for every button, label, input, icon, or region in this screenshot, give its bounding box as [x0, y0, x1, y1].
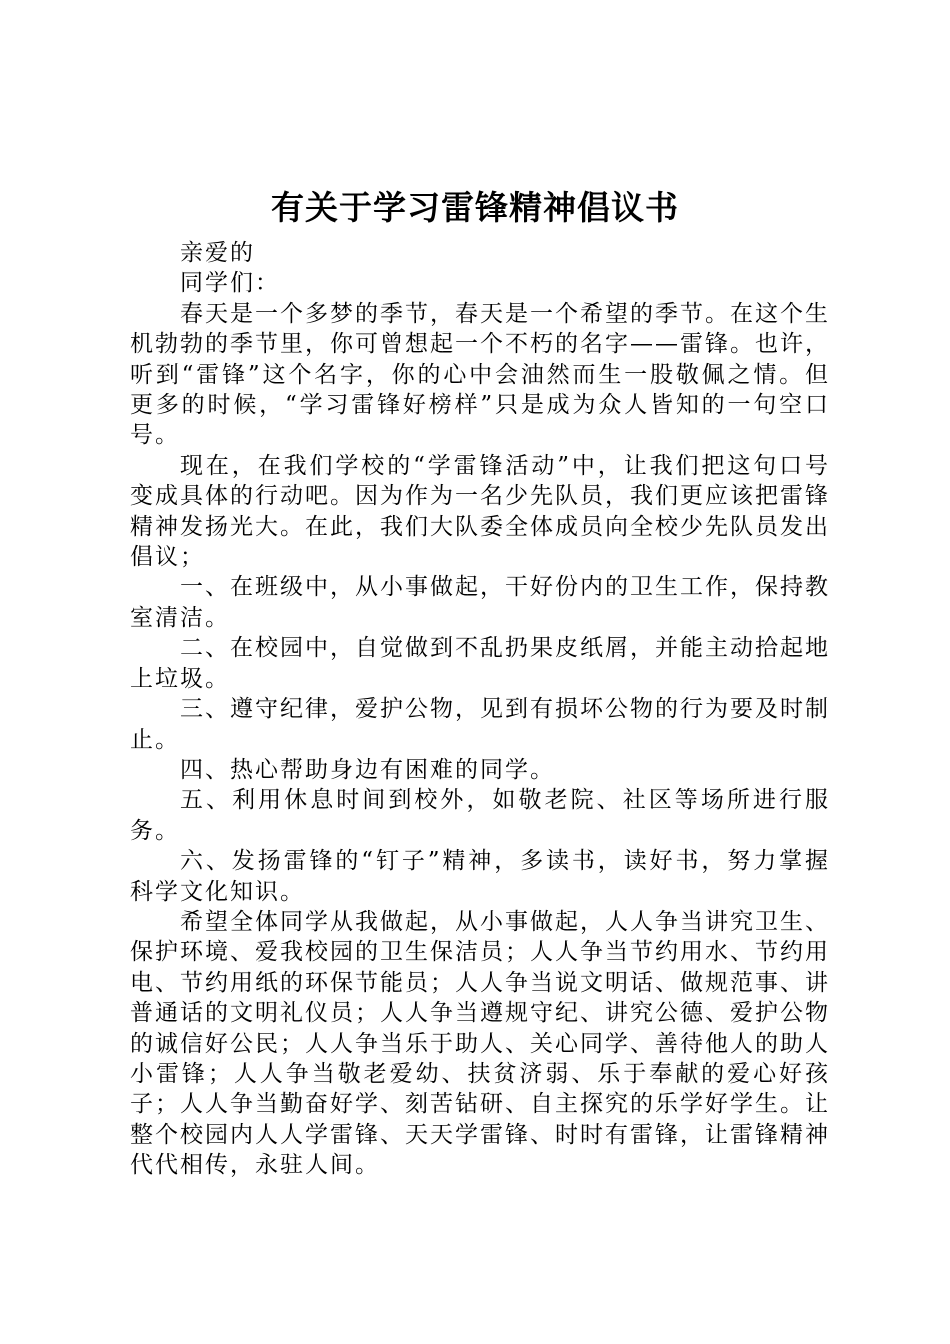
salutation-line-1: 亲爱的 [180, 240, 255, 266]
proposal-item-5: 五、利用休息时间到校外，如敬老院、社区等场所进行服务。 [130, 787, 830, 844]
document-title: 有关于学习雷锋精神倡议书 [271, 188, 679, 227]
document-body [130, 238, 830, 1181]
proposal-item-6: 六、发扬雷锋的“钉子”精神，多读书，读好书，努力掌握科学文化知识。 [130, 848, 830, 905]
proposal-item-2: 二、在校园中，自觉做到不乱扔果皮纸屑，并能主动拾起地上垃圾。 [130, 635, 830, 692]
paragraph-closing: 希望全体同学从我做起，从小事做起，人人争当讲究卫生、保护环境、爱我校园的卫生保洁员；人人争当节约用水、节约用电、节约用纸的环保节能员；人人争当说文明话、做规范事、讲普通话的文明礼仪员；人人争当遵规守纪、讲究公德、爱护公物的诚信好公民；人人争当乐于助人、关心同学、善待他人的助人小雷锋；人人争当敬老爱幼、扶贫济弱、乐于奉献的爱心好孩子；人人争当勤奋好学、刻苦钻研、自主探究的乐学好学生。让整个校园内人人学雷锋、天天学雷锋、时时有雷锋，让雷锋精神代代相传，永驻人间。 [130, 908, 830, 1179]
proposal-item-3: 三、遵守纪律，爱护公物，见到有损坏公物的行为要及时制止。 [130, 696, 830, 753]
proposal-item-1: 一、在班级中，从小事做起，干好份内的卫生工作，保持教室清洁。 [130, 574, 830, 631]
paragraph-intro: 春天是一个多梦的季节，春天是一个希望的季节。在这个生机勃勃的季节里，你可曾想起一个不朽的名字——雷锋。也许，听到“雷锋”这个名字，你的心中会油然而生一股敬佩之情。但更多的时候，“学习雷锋好榜样”只是成为众人皆知的一句空口号。 [130, 300, 830, 449]
proposal-item-4: 四、热心帮助身边有困难的同学。 [180, 756, 555, 783]
paragraph-call-to-action: 现在，在我们学校的“学雷锋活动”中，让我们把这句口号变成具体的行动吧。因为作为一名少先队员，我们更应该把雷锋精神发扬光大。在此，我们大队委全体成员向全校少先队员发出倡议； [130, 452, 830, 571]
salutation-line-2: 同学们： [180, 270, 280, 297]
